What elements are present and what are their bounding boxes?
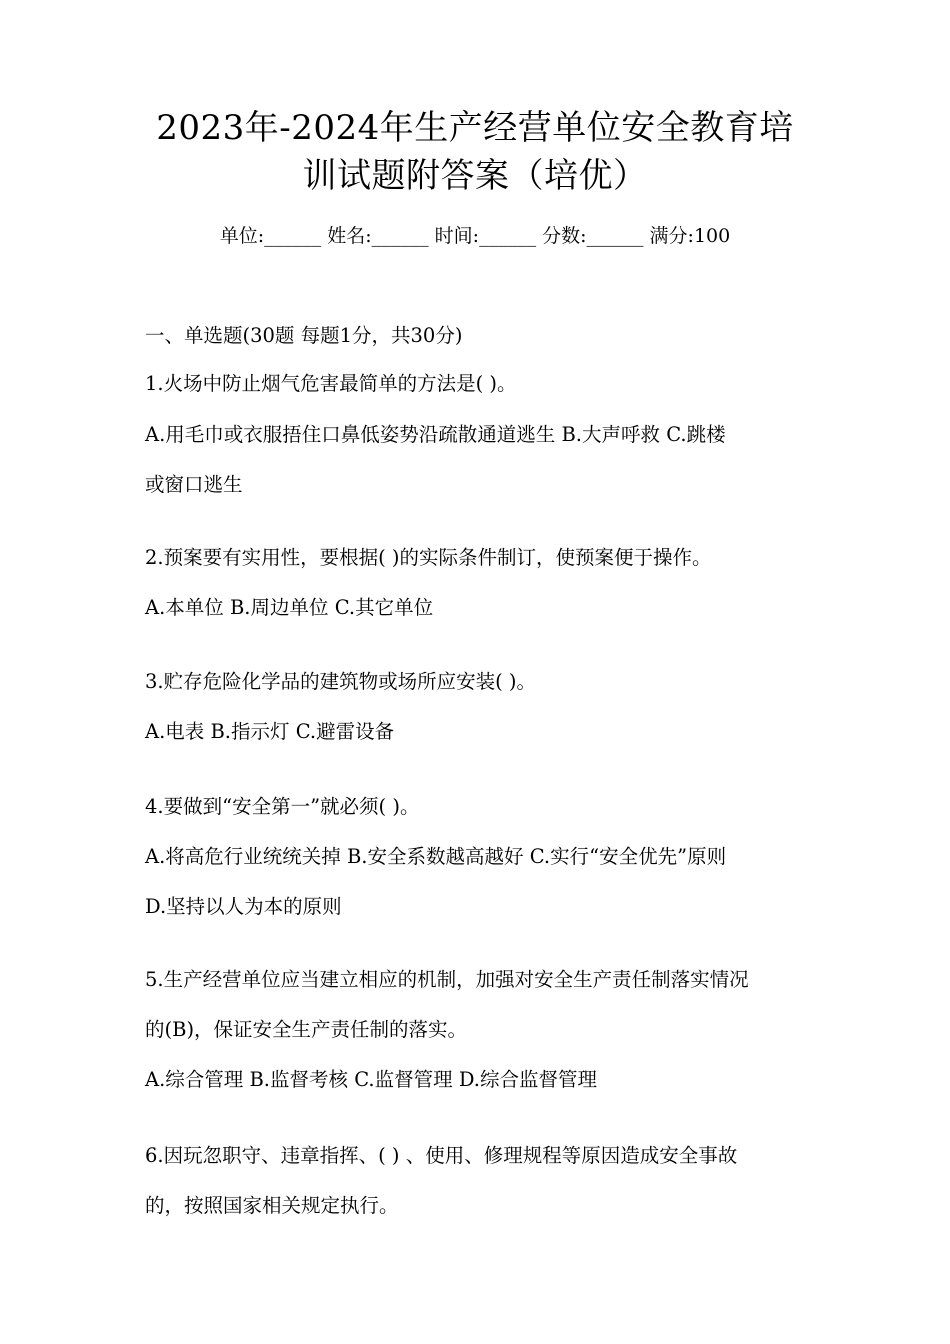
question-1-options: A.用毛巾或衣服捂住口鼻低姿势沿疏散通道逃生 B.大声呼救 C.跳楼: [145, 423, 726, 446]
question-3-options: A.电表 B.指示灯 C.避雷设备: [145, 720, 395, 743]
question-5-stem: 5.生产经营单位应当建立相应的机制，加强对安全生产责任制落实情况: [145, 968, 749, 991]
question-6-stem: 6.因玩忽职守、违章指挥、( ) 、使用、修理规程等原因造成安全事故: [145, 1144, 738, 1167]
section-heading: 一、单选题(30题 每题1分，共30分): [145, 324, 463, 347]
question-5-options: A.综合管理 B.监督考核 C.监督管理 D.综合监督管理: [145, 1068, 597, 1091]
question-2-options: A.本单位 B.周边单位 C.其它单位: [145, 596, 434, 619]
question-3-stem: 3.贮存危险化学品的建筑物或场所应安装( )。: [145, 670, 537, 693]
question-1-stem: 1.火场中防止烟气危害最简单的方法是( )。: [145, 372, 517, 395]
question-4-stem: 4.要做到“安全第一”就必须( )。: [145, 795, 420, 818]
question-6-stem-cont: 的，按照国家相关规定执行。: [145, 1194, 399, 1217]
question-2-stem: 2.预案要有实用性，要根据( )的实际条件制订，使预案便于操作。: [145, 546, 712, 569]
document-title-line-2: 训试题附答案（培优）: [302, 156, 648, 196]
exam-info-line: 单位:______ 姓名:______ 时间:______ 分数:______ 满分:100: [219, 225, 731, 247]
document-title-line-1: 2023年-2024年生产经营单位安全教育培: [156, 108, 794, 148]
question-4-options: A.将高危行业统统关掉 B.安全系数越高越好 C.实行“安全优先”原则: [145, 845, 727, 868]
question-1-options-cont: 或窗口逃生: [145, 473, 243, 496]
question-4-options-cont: D.坚持以人为本的原则: [145, 895, 342, 918]
question-5-stem-cont: 的(B)，保证安全生产责任制的落实。: [145, 1018, 468, 1041]
